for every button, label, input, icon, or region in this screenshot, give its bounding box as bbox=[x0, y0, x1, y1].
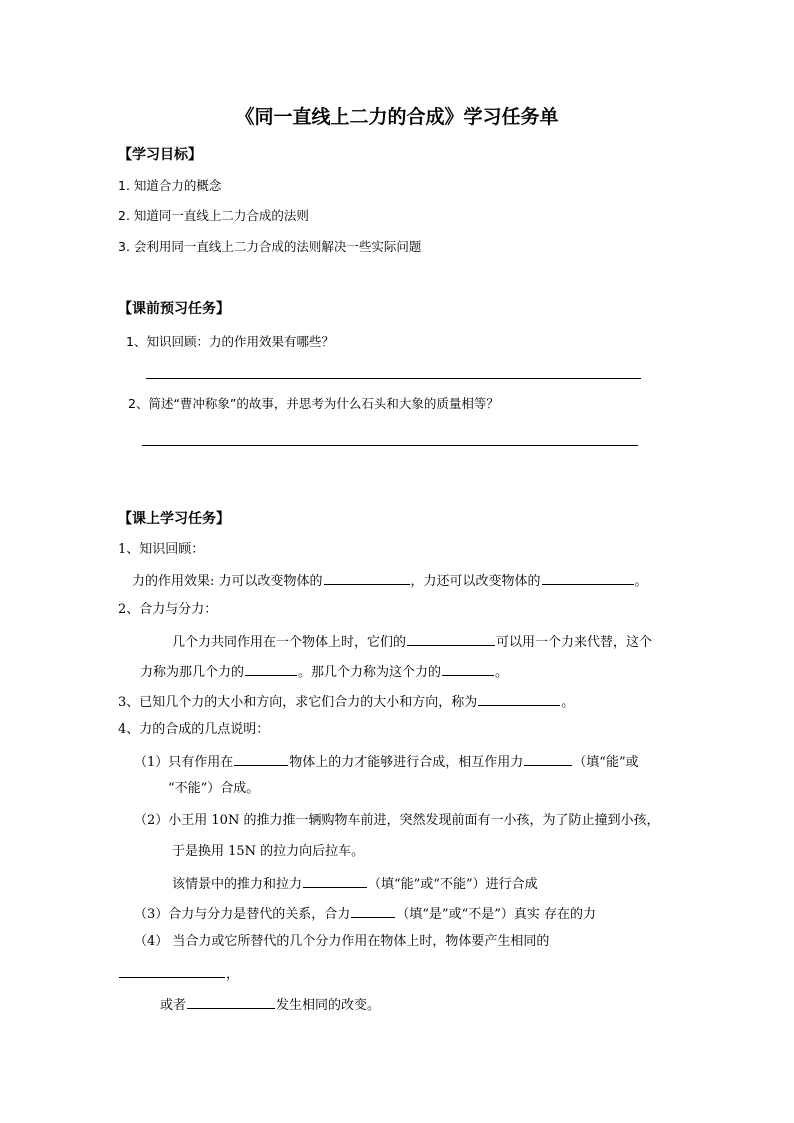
page-title: 《同一直线上二力的合成》学习任务单 bbox=[235, 106, 559, 128]
section-2-title: 2、合力与分力： bbox=[118, 602, 218, 617]
point-3-text: （填“是”或“不是”）真实 存在的力 bbox=[396, 907, 596, 922]
inclass-header: 【课上学习任务】 bbox=[118, 511, 230, 527]
point-4-line-3 bbox=[160, 994, 380, 1015]
point-1-text: 物体上的力才能够进行合成，相互作用力 bbox=[289, 755, 524, 770]
section-3-text: 。 bbox=[561, 695, 575, 710]
point-2-line-3 bbox=[172, 873, 538, 894]
preview-header: 【课前预习任务】 bbox=[118, 301, 230, 317]
fill-blank[interactable] bbox=[234, 751, 288, 766]
point-1-text: （1）只有作用在 bbox=[134, 755, 234, 770]
point-1-line-2: “不能”）合成。 bbox=[168, 781, 260, 796]
fill-blank[interactable] bbox=[542, 570, 634, 585]
objective-item-3: 3. 会利用同一直线上二力合成的法则解决一些实际问题 bbox=[118, 239, 422, 254]
answer-line-2 bbox=[142, 445, 638, 446]
fill-blank[interactable] bbox=[407, 631, 495, 646]
fill-blank[interactable] bbox=[324, 570, 410, 585]
section-1-text-a: 力的作用效果: 力可以改变物体的 bbox=[132, 574, 323, 589]
fill-blank[interactable] bbox=[245, 661, 297, 676]
section-3-text: 3、已知几个力的大小和方向，求它们合力的大小和方向，称为 bbox=[118, 695, 478, 710]
section-4-title: 4、力的合成的几点说明： bbox=[118, 722, 270, 737]
section-2-text: 。那几个力称为这个力的 bbox=[298, 665, 442, 680]
section-1-title: 1、知识回顾： bbox=[118, 542, 205, 557]
point-1-line-1 bbox=[134, 751, 639, 772]
preview-question-1: 1、知识回顾：力的作用效果有哪些？ bbox=[126, 334, 334, 349]
objective-item-2: 2. 知道同一直线上二力合成的法则 bbox=[118, 208, 309, 223]
preview-question-2: 2、简述“曹冲称象”的故事，并思考为什么石头和大象的质量相等？ bbox=[128, 396, 499, 411]
section-2-text: 力称为那几个力的 bbox=[140, 665, 245, 680]
section-2-text: 。 bbox=[495, 665, 509, 680]
section-2-line-1 bbox=[172, 631, 652, 652]
point-4-text: 或者 bbox=[160, 998, 187, 1013]
objective-item-1: 1. 知道合力的概念 bbox=[118, 178, 222, 193]
section-3-line bbox=[118, 691, 574, 712]
fill-blank[interactable] bbox=[478, 691, 560, 706]
answer-line-1 bbox=[146, 378, 641, 379]
point-4-text: ， bbox=[226, 967, 240, 982]
point-4-line-1: （4） 当合力或它所替代的几个分力作用在物体上时，物体要产生相同的 bbox=[134, 934, 550, 949]
section-1-text-c: 。 bbox=[634, 574, 648, 589]
point-2-text: 该情景中的推力和拉力 bbox=[172, 877, 303, 892]
point-4-line-2 bbox=[118, 963, 239, 984]
objectives-header: 【学习目标】 bbox=[118, 147, 202, 163]
fill-blank[interactable] bbox=[351, 903, 395, 918]
point-4-text: 发生相同的改变。 bbox=[276, 998, 381, 1013]
point-3-text: （3）合力与分力是替代的关系，合力 bbox=[134, 907, 351, 922]
section-2-text: 几个力共同作用在一个物体上时，它们的 bbox=[172, 635, 407, 650]
point-2-line-2: 于是换用 15N 的拉力向后拉车。 bbox=[172, 844, 365, 859]
fill-blank[interactable] bbox=[303, 873, 367, 888]
section-1-line bbox=[132, 570, 648, 591]
point-1-text: （填“能”或 bbox=[573, 755, 639, 770]
point-2-line-1: （2）小王用 10N 的推力推一辆购物车前进，突然发现前面有一小孩，为了防止撞到小孩， bbox=[134, 813, 660, 828]
point-3-line bbox=[134, 903, 596, 924]
section-1-text-b: ，力还可以改变物体的 bbox=[410, 574, 541, 589]
fill-blank[interactable] bbox=[119, 963, 225, 978]
fill-blank[interactable] bbox=[524, 751, 572, 766]
section-2-text: 可以用一个力来代替，这个 bbox=[496, 635, 653, 650]
point-2-text: （填“能”或“不能”）进行合成 bbox=[368, 877, 538, 892]
section-2-line-2 bbox=[140, 661, 508, 682]
fill-blank[interactable] bbox=[442, 661, 494, 676]
fill-blank[interactable] bbox=[187, 994, 275, 1009]
